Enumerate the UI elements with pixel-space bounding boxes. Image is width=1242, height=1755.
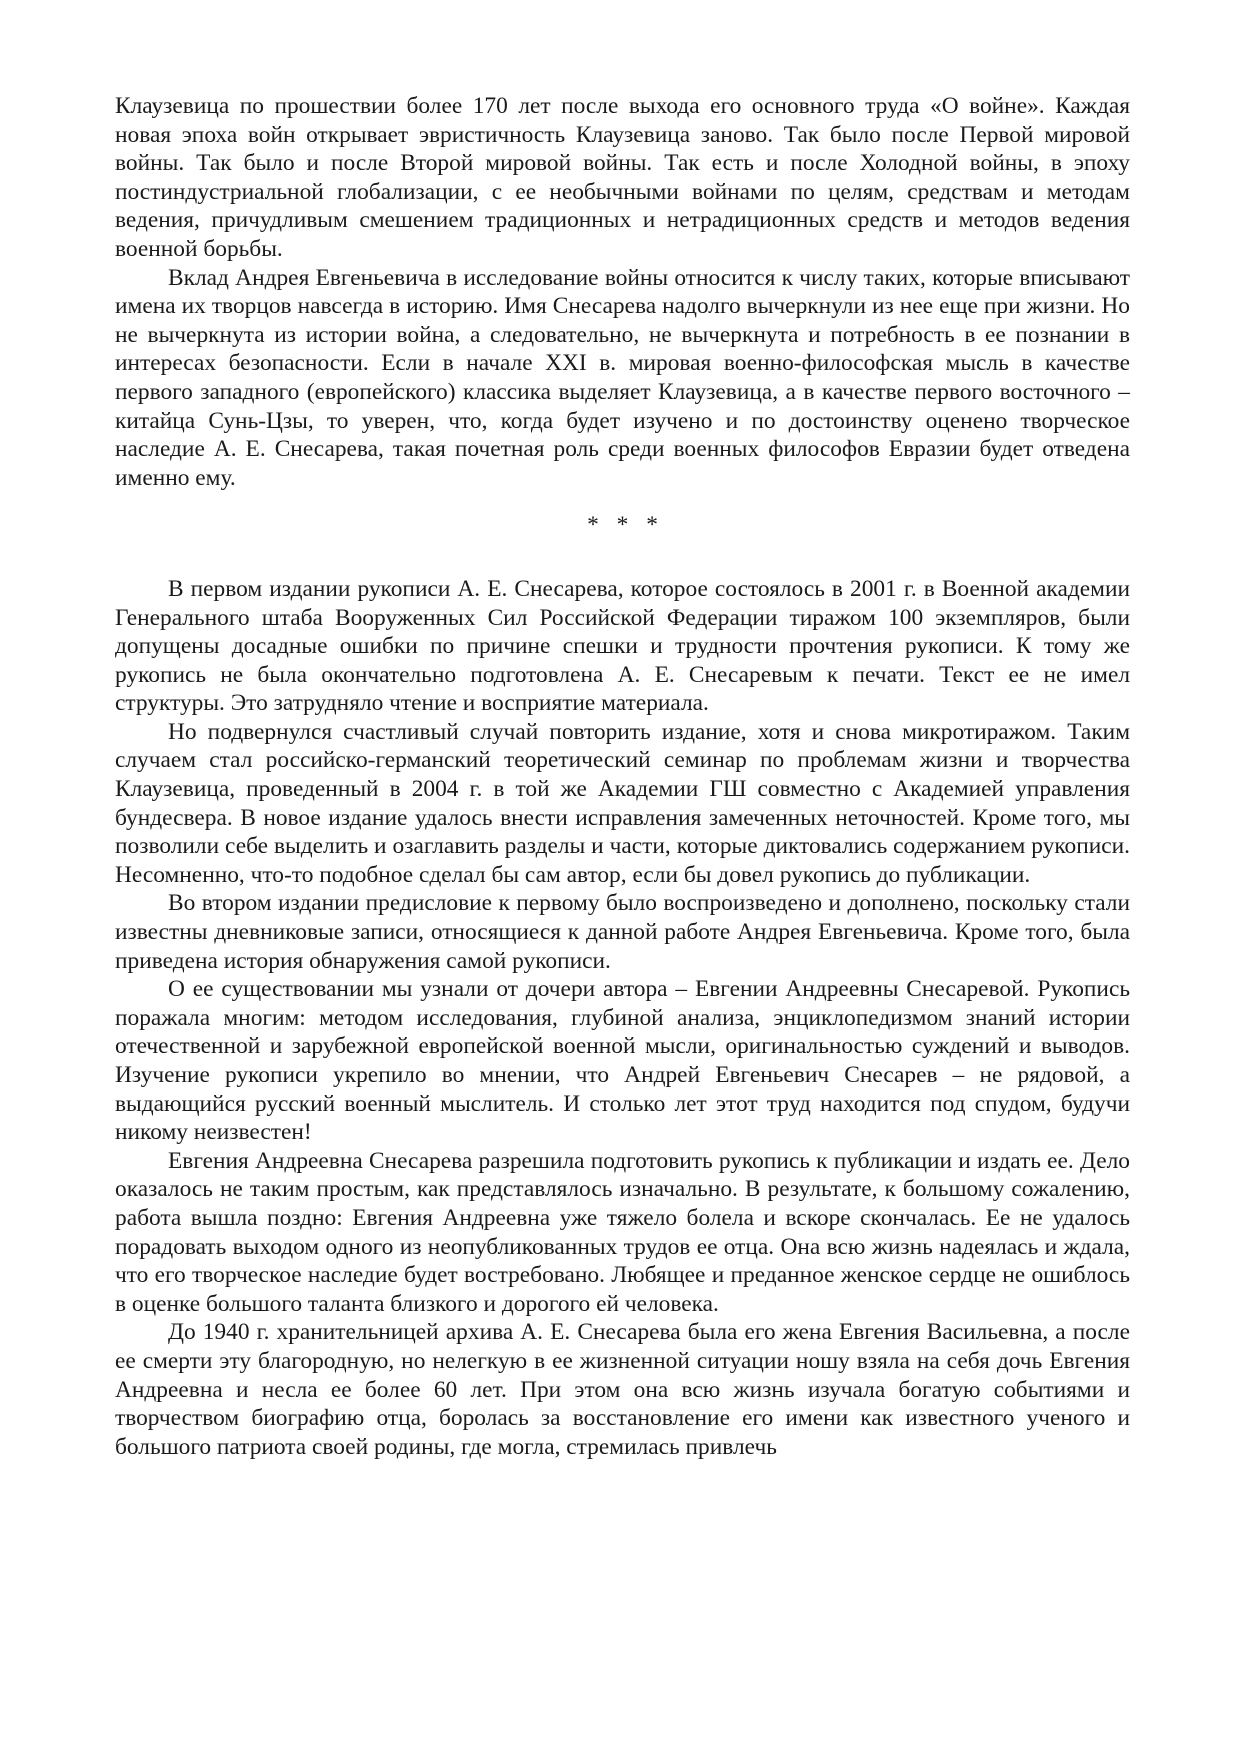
paragraph: Евгения Андреевна Снесарева разрешила подготовить рукопись к публикации и издать ее. Дело оказалось не таким простым, как представлялось изначально. В результате, к большому сожалению, работа вышла поздно: Евгения Андреевна уже тяжело болела и вскоре скончалась. Ее не удалось порадовать выходом одного из неопубликованных трудов ее отца. Она всю жизнь надеялась и ждала, что его творческое наследие будет востребовано. Любящее и преданное женское сердце не ошиблось в оценке большого таланта близкого и дорогого ей человека. (115, 1147, 1130, 1317)
paragraph: Клаузевица по прошествии более 170 лет после выхода его основного труда «О войне». Каждая новая эпоха войн открывает эвристичность Клаузевица заново. Так было после Первой мировой войны. Так было и после Второй мировой войны. Так есть и после Холодной войны, в эпоху постиндустриальной глобализации, с ее необычными войнами по целям, средствам и методам ведения, причудливым смешением традиционных и нетрадиционных средств и методов ведения военной борьбы. (115, 93, 1130, 262)
paragraph: Вклад Андрея Евгеньевича в исследование войны относится к числу таких, которые вписывают имена их творцов навсегда в историю. Имя Снесарева надолго вычеркнули из нее еще при жизни. Но не вычеркнута из истории война, а следовательно, не вычеркнута и потребность в ее познании в интересах безопасности. Если в начале XXI в. мировая военно-философская мысль в качестве первого западного (европейского) классика выделяет Клаузевица, а в качестве первого восточного – китайца Сунь-Цзы, то уверен, что, когда будет изучено и по достоинству оценено творческое наследие А. Е. Снесарева, такая почетная роль среди военных философов Евразии будет отведена именно ему. (115, 264, 1130, 491)
paragraph: До 1940 г. хранительницей архива А. Е. Снесарева была его жена Евгения Васильевна, а после ее смерти эту благородную, но нелегкую в ее жизненной ситуации ношу взяла на себя дочь Евгения Андреевна и несла ее более 60 лет. При этом она всю жизнь изучала богатую событиями и творчеством биографию отца, боролась за восстановление его имени как известного ученого и большого патриота своей родины, где могла, стремилась привлечь (115, 1319, 1130, 1460)
paragraph: О ее существовании мы узнали от дочери автора – Евгении Андреевны Снесаревой. Рукопись поражала многим: методом исследования, глубиной анализа, энциклопедизмом знаний истории отечественной и зарубежной европейской военной мысли, оригинальностью суждений и выводов. Изучение рукописи укрепило во мнении, что Андрей Евгеньевич Снесарев – не рядовой, а выдающийся русский военный мыслитель. И столько лет этот труд находится под спудом, будучи никому неизвестен! (115, 976, 1130, 1146)
paragraph: В первом издании рукописи А. Е. Снесарева, которое состоялось в 2001 г. в Военной академии Генерального штаба Вооруженных Сил Российской Федерации тиражом 100 экземпляров, были допущены досадные ошибки по причине спешки и трудности прочтения рукописи. К тому же рукопись не была окончательно подготовлена А. Е. Снесаревым к печати. Текст ее не имел структуры. Это затрудняло чтение и восприятие материала. (115, 575, 1130, 717)
document-page (115, 92, 1130, 1461)
paragraph: Но подвернулся счастливый случай повторить издание, хотя и снова микротиражом. Таким случаем стал российско-германский теоретический семинар по проблемам жизни и творчества Клаузевица, проведенный в 2004 г. в той же Академии ГШ совместно с Академией управления бундесвера. В новое издание удалось внести исправления замеченных неточностей. Кроме того, мы позволили себе выделить и озаглавить разделы и части, которые диктовались содержанием рукописи. Несомненно, что-то подобное сделал бы сам автор, если бы довел рукопись до публикации. (115, 718, 1130, 888)
paragraph: Во втором издании предисловие к первому было воспроизведено и дополнено, поскольку стали известны дневниковые записи, относящиеся к данной работе Андрея Евгеньевича. Кроме того, была приведена история обнаружения самой рукописи. (115, 890, 1130, 974)
section-separator: * * * (587, 512, 664, 539)
